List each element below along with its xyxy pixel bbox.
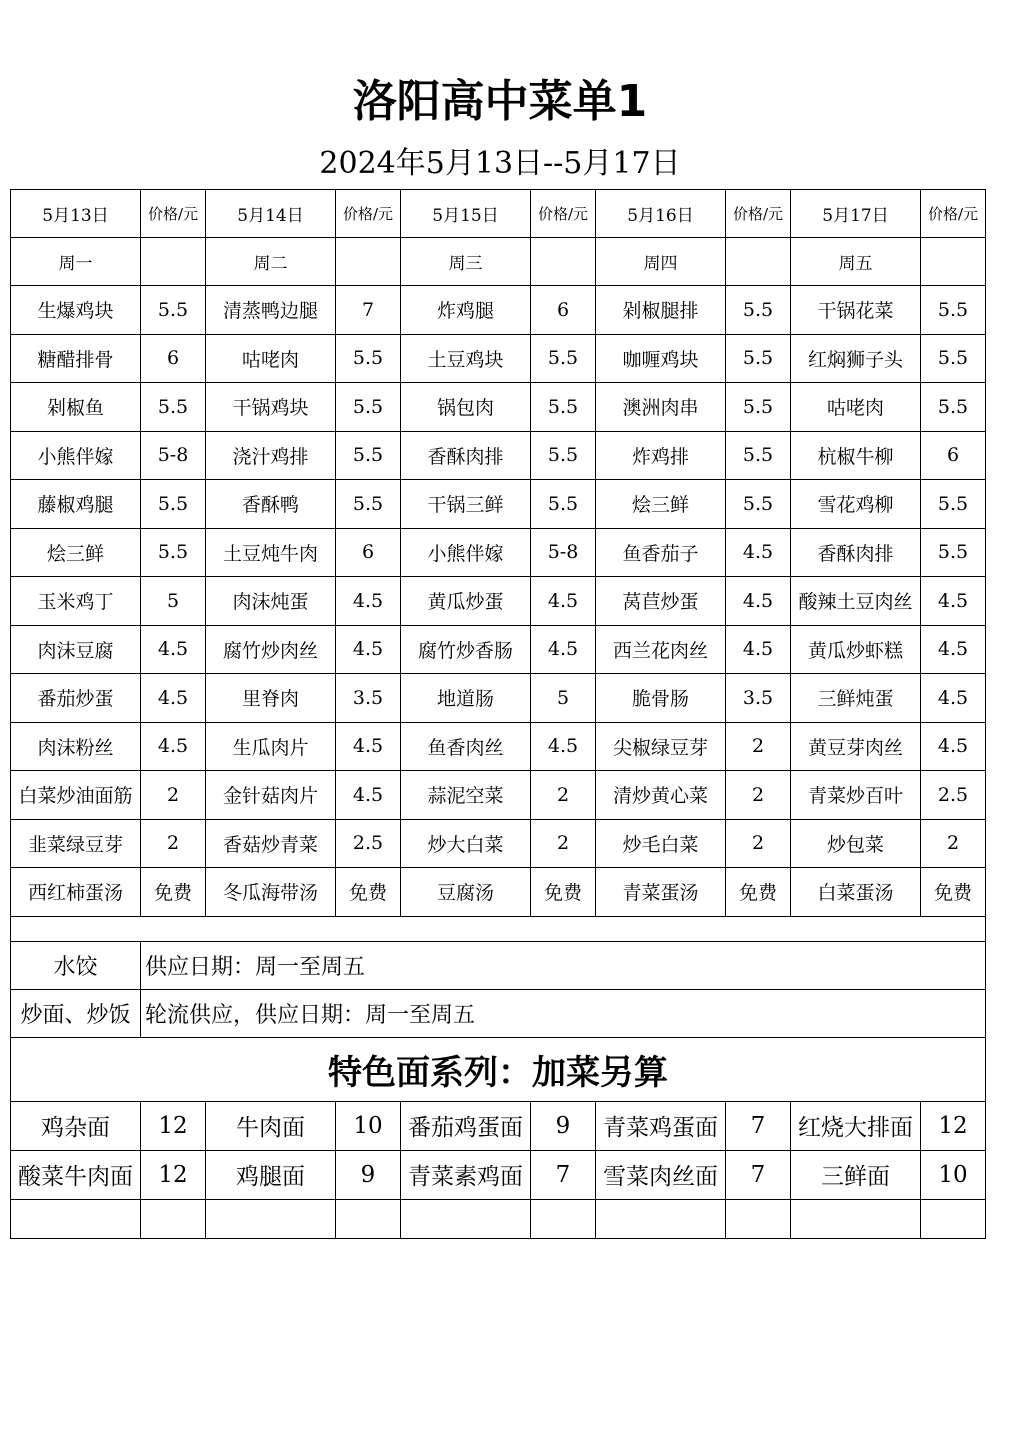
date-cell: 5月15日 (401, 190, 531, 238)
dish-price: 免费 (726, 868, 791, 917)
noodle-price: 7 (726, 1101, 791, 1150)
dish-price: 6 (141, 334, 206, 383)
noodle-name: 鸡腿面 (206, 1150, 336, 1199)
empty-cell (921, 1199, 986, 1238)
weekday-cell: 周二 (206, 238, 336, 286)
dish-price: 5.5 (336, 334, 401, 383)
noodle-row (11, 1150, 986, 1199)
dish-price: 4.5 (921, 625, 986, 674)
dish-name: 小熊伴嫁 (11, 431, 141, 480)
special-title-row (11, 1037, 986, 1101)
dish-name: 生瓜肉片 (206, 722, 336, 771)
dish-price: 4.5 (921, 674, 986, 723)
dish-name: 黄瓜炒虾糕 (791, 625, 921, 674)
dish-name: 黄瓜炒蛋 (401, 577, 531, 626)
dish-name: 香酥鸭 (206, 480, 336, 529)
dish-name: 酸辣土豆肉丝 (791, 577, 921, 626)
dish-price: 5.5 (531, 334, 596, 383)
menu-row (11, 334, 986, 383)
dish-price: 5.5 (336, 431, 401, 480)
dish-price: 6 (921, 431, 986, 480)
dish-price: 5 (531, 674, 596, 723)
empty-cell (206, 1199, 336, 1238)
dish-price: 2 (726, 771, 791, 820)
dish-name: 炒包菜 (791, 819, 921, 868)
dish-name: 鱼香茄子 (596, 528, 726, 577)
noodle-price: 7 (726, 1150, 791, 1199)
date-cell: 5月17日 (791, 190, 921, 238)
noodle-name: 三鲜面 (791, 1150, 921, 1199)
menu-table (10, 189, 986, 1239)
empty-cell (336, 1199, 401, 1238)
empty-cell (531, 238, 596, 286)
dish-name: 豆腐汤 (401, 868, 531, 917)
menu-row (11, 383, 986, 432)
dish-price: 5.5 (531, 431, 596, 480)
dish-price: 3.5 (726, 674, 791, 723)
noodle-name: 雪菜肉丝面 (596, 1150, 726, 1199)
dish-price: 5.5 (141, 286, 206, 335)
noodle-name: 牛肉面 (206, 1101, 336, 1150)
dish-name: 冬瓜海带汤 (206, 868, 336, 917)
noodle-name: 红烧大排面 (791, 1101, 921, 1150)
date-cell: 5月16日 (596, 190, 726, 238)
dish-name: 雪花鸡柳 (791, 480, 921, 529)
info-row (11, 989, 986, 1037)
dish-price: 2 (531, 771, 596, 820)
dish-price: 4.5 (141, 625, 206, 674)
noodle-price: 12 (141, 1101, 206, 1150)
dish-name: 杭椒牛柳 (791, 431, 921, 480)
dish-price: 4.5 (531, 625, 596, 674)
dish-name: 鱼香肉丝 (401, 722, 531, 771)
dish-price: 4.5 (141, 674, 206, 723)
dish-name: 炒大白菜 (401, 819, 531, 868)
noodle-price: 7 (531, 1150, 596, 1199)
dish-name: 咕咾肉 (791, 383, 921, 432)
dish-name: 地道肠 (401, 674, 531, 723)
dish-name: 里脊肉 (206, 674, 336, 723)
weekday-cell: 周五 (791, 238, 921, 286)
price-header-cell: 价格/元 (531, 190, 596, 238)
dish-name: 剁椒鱼 (11, 383, 141, 432)
date-cell: 5月14日 (206, 190, 336, 238)
dish-price: 5.5 (921, 383, 986, 432)
dish-name: 干锅鸡块 (206, 383, 336, 432)
page-title: 洛阳高中菜单1 (352, 76, 648, 127)
weekday-cell: 周四 (596, 238, 726, 286)
dish-name: 小熊伴嫁 (401, 528, 531, 577)
weekday-row (11, 238, 986, 286)
noodle-price: 12 (921, 1101, 986, 1150)
empty-cell (11, 1199, 141, 1238)
menu-row (11, 722, 986, 771)
empty-cell (921, 238, 986, 286)
noodle-price: 10 (336, 1101, 401, 1150)
dish-name: 干锅花菜 (791, 286, 921, 335)
dish-name: 韭菜绿豆芽 (11, 819, 141, 868)
empty-cell (531, 1199, 596, 1238)
menu-row (11, 431, 986, 480)
date-header-row (11, 190, 986, 238)
dish-price: 2 (921, 819, 986, 868)
menu-row (11, 286, 986, 335)
dish-price: 5.5 (141, 480, 206, 529)
dish-price: 4.5 (336, 722, 401, 771)
dish-price: 4.5 (336, 577, 401, 626)
dish-name: 浇汁鸡排 (206, 431, 336, 480)
dish-price: 2 (531, 819, 596, 868)
dish-name: 三鲜炖蛋 (791, 674, 921, 723)
dish-name: 炒毛白菜 (596, 819, 726, 868)
info-label: 炒面、炒饭 (11, 989, 141, 1037)
dish-name: 黄豆芽肉丝 (791, 722, 921, 771)
info-text: 供应日期：周一至周五 (141, 941, 986, 989)
info-text: 轮流供应，供应日期：周一至周五 (141, 989, 986, 1037)
dish-price: 5.5 (921, 528, 986, 577)
menu-row (11, 480, 986, 529)
dish-price: 5.5 (921, 480, 986, 529)
price-header-cell: 价格/元 (726, 190, 791, 238)
dish-price: 4.5 (531, 722, 596, 771)
dish-name: 尖椒绿豆芽 (596, 722, 726, 771)
dish-name: 蒜泥空菜 (401, 771, 531, 820)
dish-price: 5.5 (726, 383, 791, 432)
dish-price: 4.5 (921, 577, 986, 626)
dish-price: 5.5 (921, 334, 986, 383)
noodle-price: 9 (336, 1150, 401, 1199)
dish-price: 5 (141, 577, 206, 626)
noodle-name: 青菜鸡蛋面 (596, 1101, 726, 1150)
dish-price: 5.5 (726, 431, 791, 480)
dish-name: 土豆鸡块 (401, 334, 531, 383)
dish-price: 4.5 (336, 771, 401, 820)
noodle-name: 酸菜牛肉面 (11, 1150, 141, 1199)
menu-row (11, 868, 986, 917)
price-header-cell: 价格/元 (921, 190, 986, 238)
dish-name: 肉沫炖蛋 (206, 577, 336, 626)
dish-price: 7 (336, 286, 401, 335)
date-range: 2024年5月13日--5月17日 (319, 146, 681, 181)
empty-cell (336, 238, 401, 286)
dish-price: 免费 (336, 868, 401, 917)
dish-name: 玉米鸡丁 (11, 577, 141, 626)
dish-name: 肉沫粉丝 (11, 722, 141, 771)
empty-cell (401, 1199, 531, 1238)
dish-price: 4.5 (726, 528, 791, 577)
menu-row (11, 819, 986, 868)
price-header-cell: 价格/元 (141, 190, 206, 238)
dish-name: 香酥肉排 (791, 528, 921, 577)
info-row (11, 941, 986, 989)
empty-cell (141, 238, 206, 286)
dish-price: 5.5 (531, 383, 596, 432)
dish-price: 6 (531, 286, 596, 335)
dish-name: 红焖狮子头 (791, 334, 921, 383)
empty-cell (791, 1199, 921, 1238)
dish-name: 莴苣炒蛋 (596, 577, 726, 626)
noodle-row (11, 1101, 986, 1150)
empty-cell (596, 1199, 726, 1238)
dish-name: 西兰花肉丝 (596, 625, 726, 674)
dish-price: 5.5 (726, 286, 791, 335)
menu-row (11, 674, 986, 723)
menu-row (11, 771, 986, 820)
separator-row (11, 916, 986, 941)
dish-price: 免费 (921, 868, 986, 917)
dish-name: 炸鸡排 (596, 431, 726, 480)
dish-price: 4.5 (336, 625, 401, 674)
dish-price: 5.5 (141, 383, 206, 432)
dish-price: 免费 (141, 868, 206, 917)
dish-price: 2.5 (336, 819, 401, 868)
special-title: 特色面系列：加菜另算 (11, 1037, 986, 1101)
dish-name: 剁椒腿排 (596, 286, 726, 335)
dish-name: 清蒸鸭边腿 (206, 286, 336, 335)
dish-name: 炸鸡腿 (401, 286, 531, 335)
weekday-cell: 周三 (401, 238, 531, 286)
dish-name: 青菜蛋汤 (596, 868, 726, 917)
dish-price: 5.5 (726, 480, 791, 529)
dish-name: 烩三鲜 (596, 480, 726, 529)
noodle-name: 番茄鸡蛋面 (401, 1101, 531, 1150)
dish-name: 白菜炒油面筋 (11, 771, 141, 820)
noodle-price: 10 (921, 1150, 986, 1199)
dish-name: 西红柿蛋汤 (11, 868, 141, 917)
info-label: 水饺 (11, 941, 141, 989)
dish-name: 腐竹炒香肠 (401, 625, 531, 674)
dish-name: 锅包肉 (401, 383, 531, 432)
dish-name: 金针菇肉片 (206, 771, 336, 820)
dish-name: 咖喱鸡块 (596, 334, 726, 383)
empty-cell (11, 916, 986, 941)
dish-price: 4.5 (921, 722, 986, 771)
dish-price: 4.5 (141, 722, 206, 771)
dish-name: 香酥肉排 (401, 431, 531, 480)
dish-name: 干锅三鲜 (401, 480, 531, 529)
dish-price: 5.5 (141, 528, 206, 577)
menu-row (11, 625, 986, 674)
dish-price: 免费 (531, 868, 596, 917)
empty-cell (726, 238, 791, 286)
dish-price: 5.5 (336, 383, 401, 432)
dish-name: 藤椒鸡腿 (11, 480, 141, 529)
dish-price: 5.5 (531, 480, 596, 529)
dish-name: 清炒黄心菜 (596, 771, 726, 820)
dish-name: 烩三鲜 (11, 528, 141, 577)
dish-name: 澳洲肉串 (596, 383, 726, 432)
dish-name: 腐竹炒肉丝 (206, 625, 336, 674)
dish-name: 糖醋排骨 (11, 334, 141, 383)
dish-name: 香菇炒青菜 (206, 819, 336, 868)
dish-name: 土豆炖牛肉 (206, 528, 336, 577)
dish-price: 5.5 (726, 334, 791, 383)
dish-name: 白菜蛋汤 (791, 868, 921, 917)
dish-price: 3.5 (336, 674, 401, 723)
menu-row (11, 577, 986, 626)
noodle-name: 鸡杂面 (11, 1101, 141, 1150)
dish-price: 2 (141, 819, 206, 868)
noodle-price: 12 (141, 1150, 206, 1199)
price-header-cell: 价格/元 (336, 190, 401, 238)
menu-row (11, 528, 986, 577)
noodle-name: 青菜素鸡面 (401, 1150, 531, 1199)
noodle-price: 9 (531, 1101, 596, 1150)
empty-row (11, 1199, 986, 1238)
dish-price: 5.5 (336, 480, 401, 529)
dish-price: 4.5 (726, 625, 791, 674)
dish-name: 青菜炒百叶 (791, 771, 921, 820)
empty-cell (726, 1199, 791, 1238)
dish-price: 5.5 (921, 286, 986, 335)
dish-name: 肉沫豆腐 (11, 625, 141, 674)
dish-price: 4.5 (726, 577, 791, 626)
dish-price: 2 (726, 819, 791, 868)
dish-name: 番茄炒蛋 (11, 674, 141, 723)
dish-name: 生爆鸡块 (11, 286, 141, 335)
dish-name: 脆骨肠 (596, 674, 726, 723)
dish-price: 5-8 (531, 528, 596, 577)
dish-price: 5-8 (141, 431, 206, 480)
empty-cell (141, 1199, 206, 1238)
dish-name: 咕咾肉 (206, 334, 336, 383)
dish-price: 4.5 (531, 577, 596, 626)
dish-price: 6 (336, 528, 401, 577)
dish-price: 2 (726, 722, 791, 771)
dish-price: 2 (141, 771, 206, 820)
date-cell: 5月13日 (11, 190, 141, 238)
dish-price: 2.5 (921, 771, 986, 820)
weekday-cell: 周一 (11, 238, 141, 286)
